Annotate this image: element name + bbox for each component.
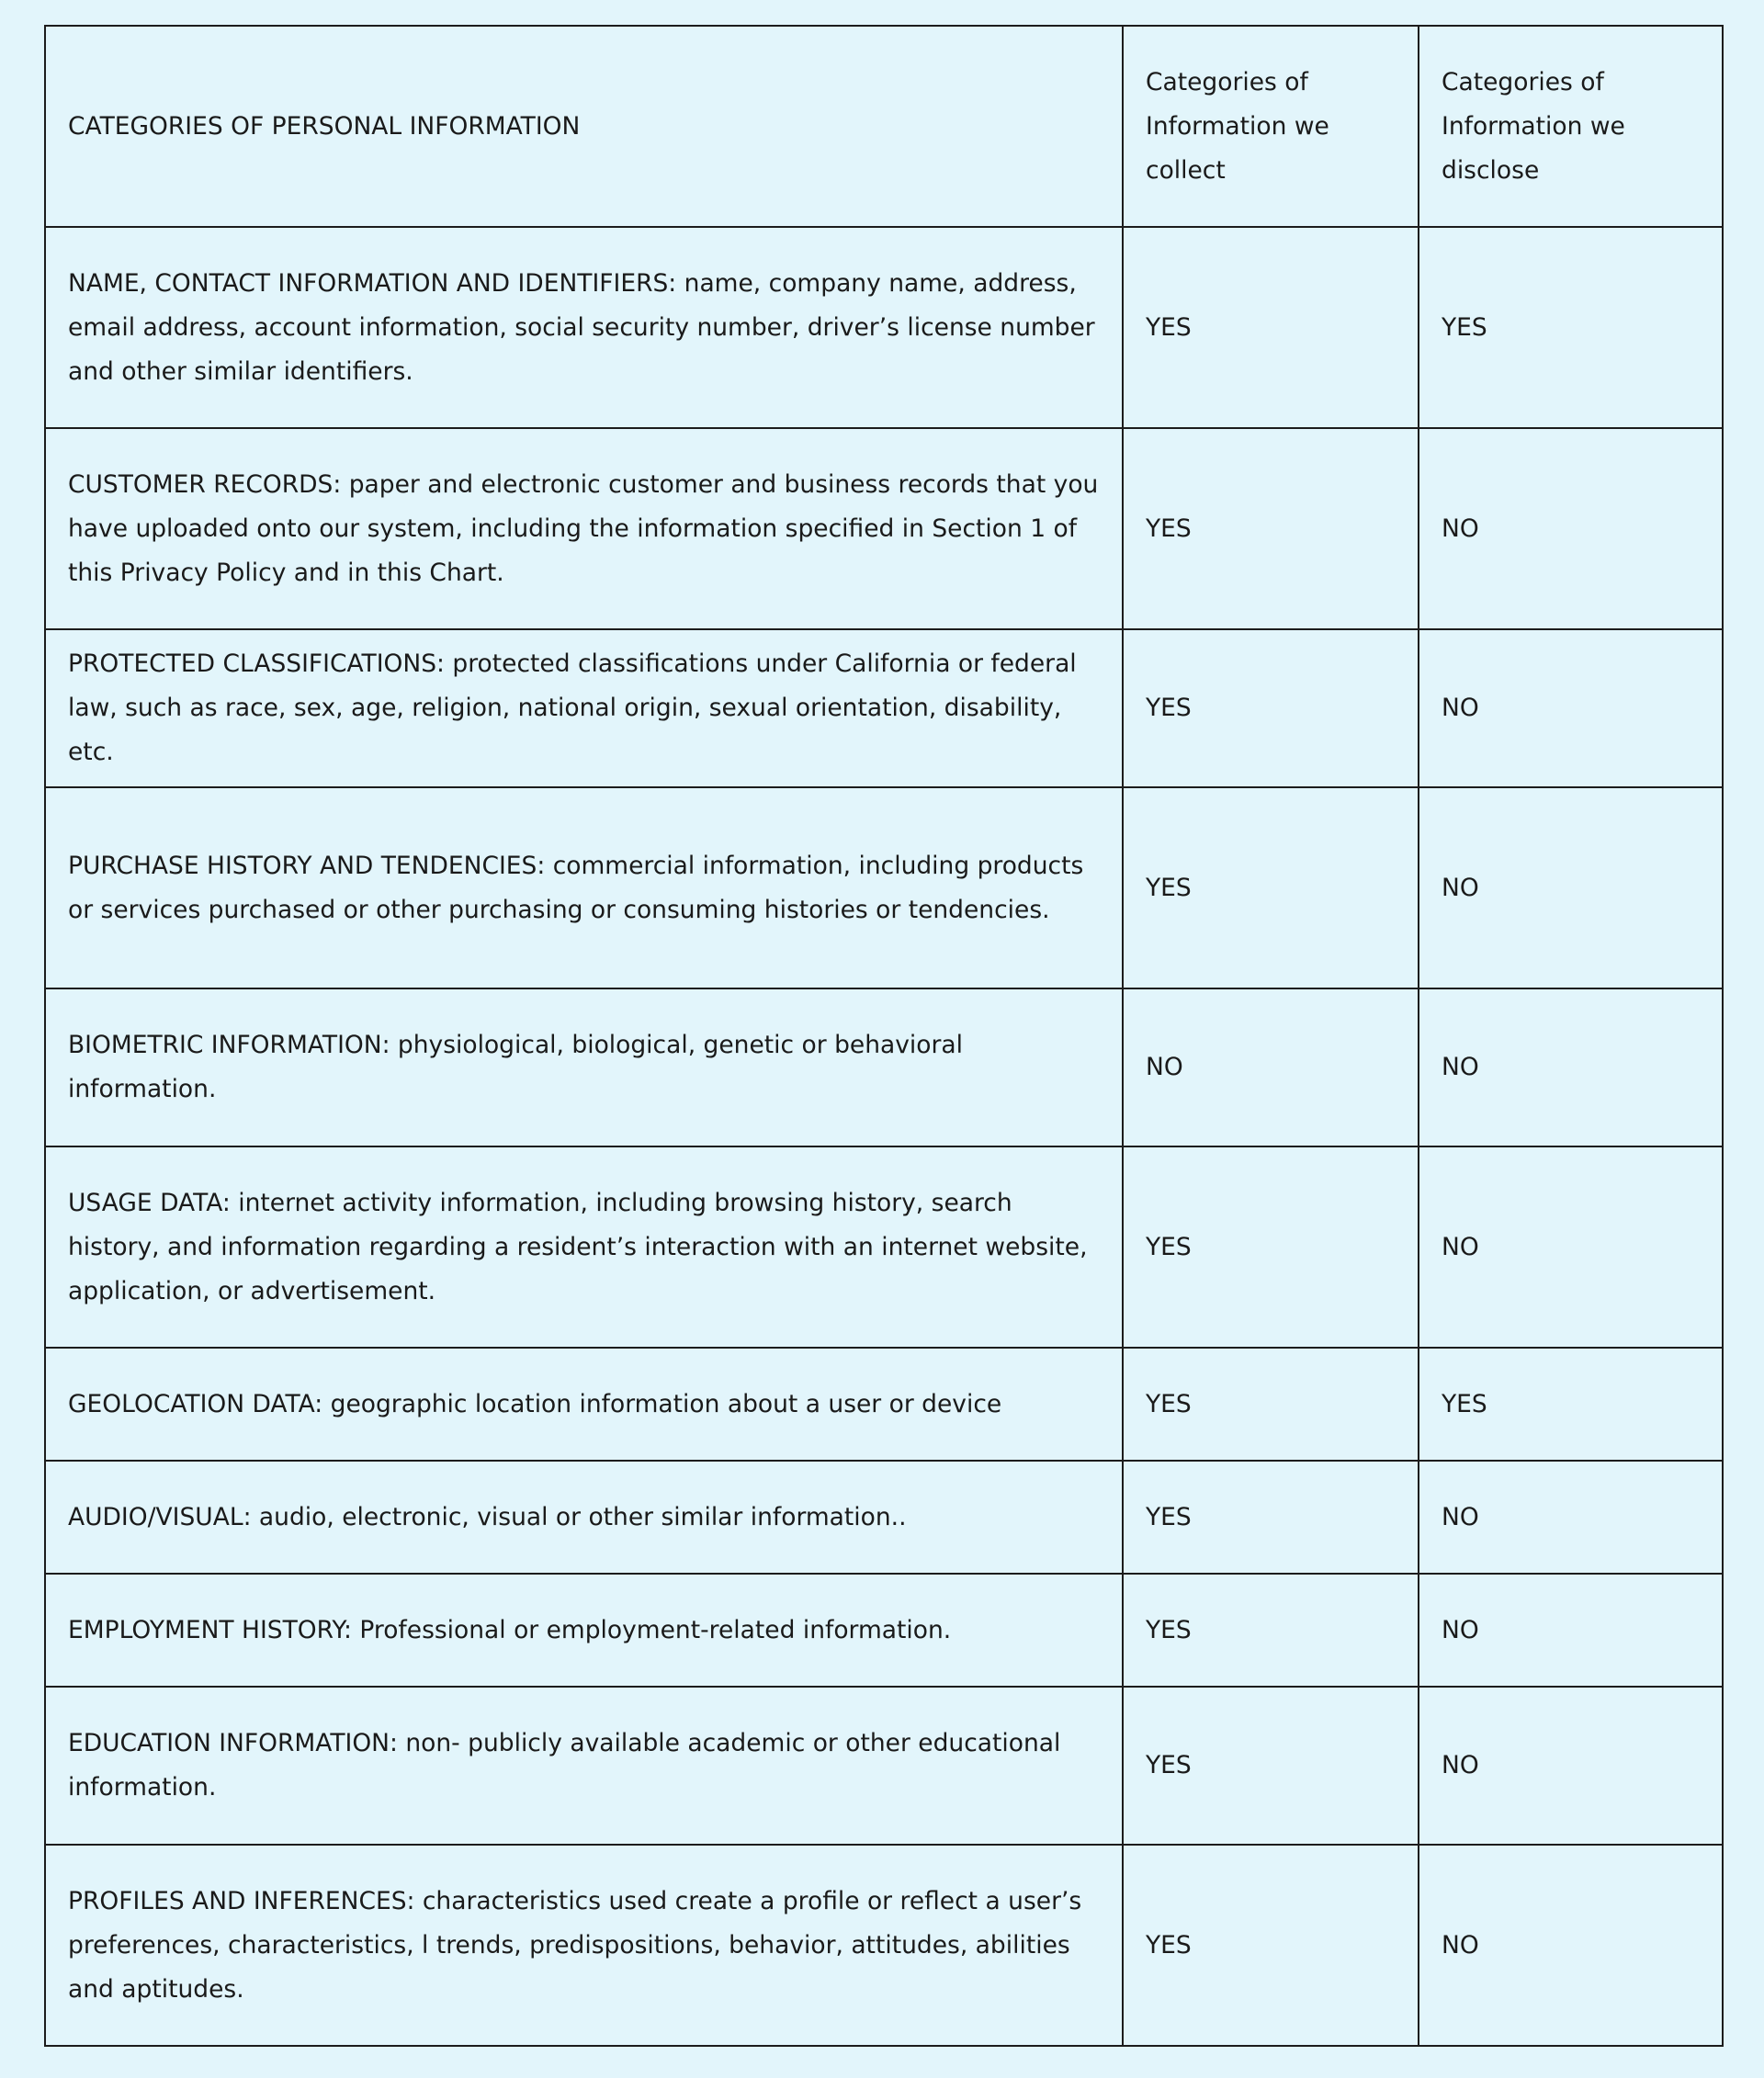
collect-cell: YES [1123, 1146, 1419, 1348]
header-categories: CATEGORIES OF PERSONAL INFORMATION [45, 26, 1123, 227]
category-cell: USAGE DATA: internet activity information, including browsing history, search history, and information regarding a resident’s interaction with an internet website, application, or advertisement. [45, 1146, 1123, 1348]
table-row [45, 1845, 1723, 2046]
disclose-cell: NO [1419, 1687, 1723, 1845]
disclose-cell: NO [1419, 988, 1723, 1146]
table-header-row [45, 26, 1723, 227]
disclose-cell: YES [1419, 1348, 1723, 1461]
table-row [45, 629, 1723, 787]
category-cell: BIOMETRIC INFORMATION: physiological, biological, genetic or behavioral information. [45, 988, 1123, 1146]
category-cell: CUSTOMER RECORDS: paper and electronic customer and business records that you have uploaded onto our system, including the information specified in Section 1 of this Privacy Policy and in this Chart. [45, 428, 1123, 629]
collect-cell: NO [1123, 988, 1419, 1146]
disclose-cell: YES [1419, 227, 1723, 428]
collect-cell: YES [1123, 428, 1419, 629]
table-row [45, 1687, 1723, 1845]
personal-information-table [44, 25, 1724, 2047]
table-row [45, 227, 1723, 428]
category-cell: PROFILES AND INFERENCES: characteristics used create a profile or reflect a user’s preferences, characteristics, l trends, predispositions, behavior, attitudes, abilities and aptitudes. [45, 1845, 1123, 2046]
table-row [45, 428, 1723, 629]
disclose-cell: NO [1419, 428, 1723, 629]
disclose-cell: NO [1419, 1146, 1723, 1348]
table-row [45, 1574, 1723, 1687]
category-cell: PROTECTED CLASSIFICATIONS: protected classifications under California or federal law, such as race, sex, age, religion, national origin, sexual orientation, disability, etc. [45, 629, 1123, 787]
category-cell: PURCHASE HISTORY AND TENDENCIES: commercial information, including products or services purchased or other purchasing or consuming histories or tendencies. [45, 787, 1123, 988]
table-row [45, 787, 1723, 988]
collect-cell: YES [1123, 227, 1419, 428]
table-row [45, 988, 1723, 1146]
collect-cell: YES [1123, 1687, 1419, 1845]
collect-cell: YES [1123, 1845, 1419, 2046]
table-row [45, 1461, 1723, 1574]
header-disclose: Categories of Information we disclose [1419, 26, 1723, 227]
category-cell: GEOLOCATION DATA: geographic location information about a user or device [45, 1348, 1123, 1461]
disclose-cell: NO [1419, 629, 1723, 787]
category-cell: EDUCATION INFORMATION: non- publicly available academic or other educational information. [45, 1687, 1123, 1845]
table-row [45, 1146, 1723, 1348]
disclose-cell: NO [1419, 787, 1723, 988]
collect-cell: YES [1123, 787, 1419, 988]
collect-cell: YES [1123, 1348, 1419, 1461]
disclose-cell: NO [1419, 1845, 1723, 2046]
collect-cell: YES [1123, 1574, 1419, 1687]
table-row [45, 1348, 1723, 1461]
disclose-cell: NO [1419, 1461, 1723, 1574]
disclose-cell: NO [1419, 1574, 1723, 1687]
category-cell: NAME, CONTACT INFORMATION AND IDENTIFIERS: name, company name, address, email address, account information, social security number, driver’s license number and other similar identifiers. [45, 227, 1123, 428]
header-collect: Categories of Information we collect [1123, 26, 1419, 227]
collect-cell: YES [1123, 1461, 1419, 1574]
category-cell: AUDIO/VISUAL: audio, electronic, visual or other similar information.. [45, 1461, 1123, 1574]
category-cell: EMPLOYMENT HISTORY: Professional or employment-related information. [45, 1574, 1123, 1687]
collect-cell: YES [1123, 629, 1419, 787]
